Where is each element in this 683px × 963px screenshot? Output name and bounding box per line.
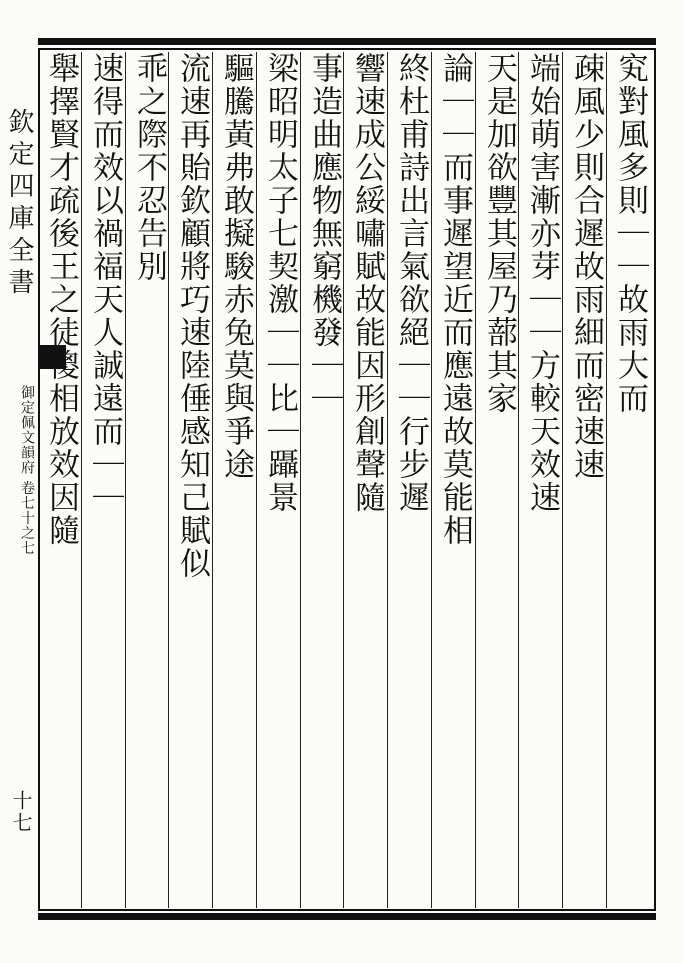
text-column-13: 速得而效以禍福天人誠遠而｜｜: [81, 52, 129, 908]
book-title: 欽定四庫全書: [4, 108, 34, 300]
bottom-border-thin: [38, 909, 656, 911]
text-column-9: 梁昭明太子七契激｜｜比｜躡景: [256, 52, 304, 908]
text-column-1: 䆒對風多則｜｜故雨大而: [606, 52, 654, 908]
text-column-5: 論｜｜而事遲望近而應遠故莫能相: [431, 52, 479, 908]
page-margin: [0, 50, 38, 910]
text-column-2: 疎風少則合遲故雨細而密速速: [562, 52, 610, 908]
page-number: 十七: [9, 790, 33, 834]
text-column-8: 事造曲應物無窮機發｜｜: [300, 52, 348, 908]
text-column-4: 天是加欲豐其屋乃蔀其家: [475, 52, 523, 908]
text-column-12: 乖之際不忍告別: [125, 52, 173, 908]
text-column-7: 響速成公綏嘯賦故能因形創聲隨: [343, 52, 391, 908]
text-column-11: 流速再貽欽顧將巧速陸倕感知己賦似: [168, 52, 216, 908]
top-border-thin: [38, 48, 656, 50]
text-column-10: 驅騰黃弗敢擬駿赤兔莫與爭途: [212, 52, 260, 908]
bottom-border-thick: [38, 913, 656, 920]
volume-title: 御定佩文韻府 卷七十之七: [19, 385, 35, 556]
text-body: [40, 52, 654, 908]
text-column-6: 終杜甫詩出言氣欲絕｜｜行步遲: [387, 52, 435, 908]
top-border-thick: [38, 38, 656, 45]
text-column-3: 端始萌害漸亦芽｜｜方較天效速: [518, 52, 566, 908]
right-frame-line: [654, 48, 656, 911]
text-column-14: 舉擇賢才疏後王之徒傻相放效因隨: [43, 52, 79, 547]
